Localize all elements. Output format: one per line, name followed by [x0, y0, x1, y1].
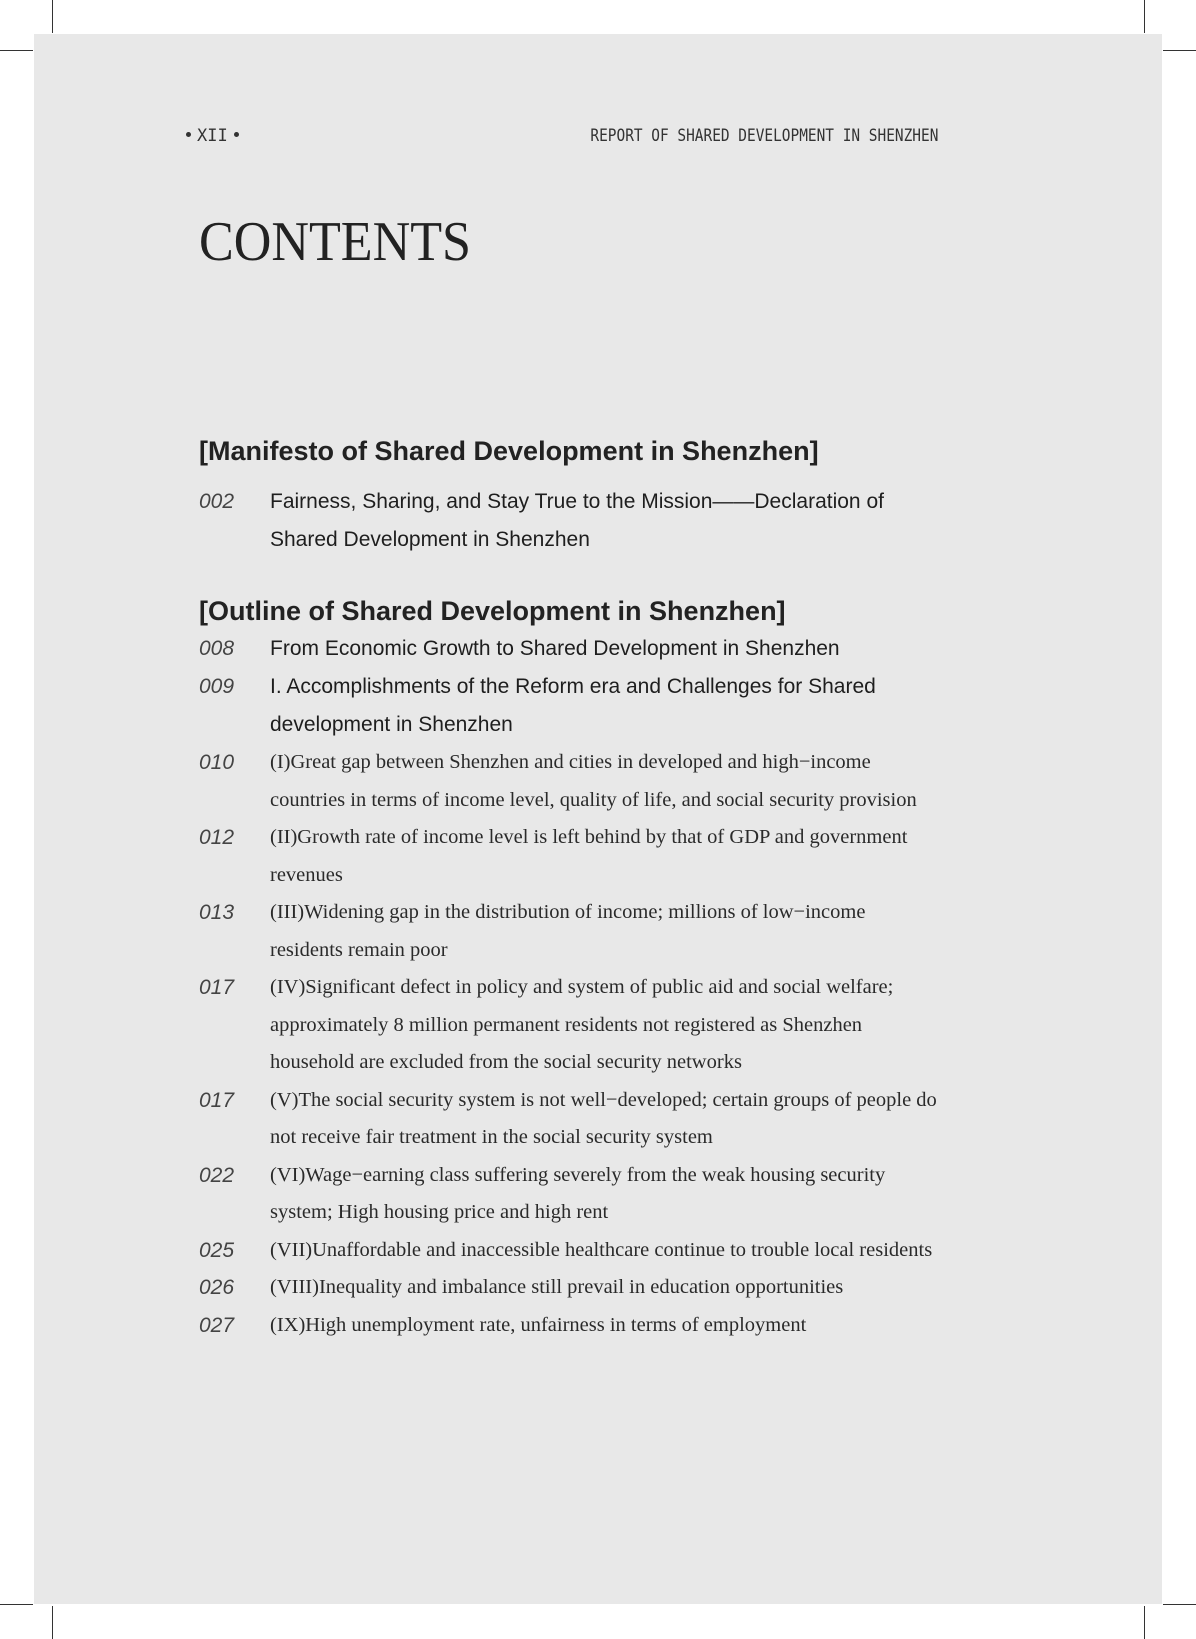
toc-entry[interactable]: [199, 1082, 939, 1157]
toc-list-manifesto: [199, 483, 939, 559]
section-heading-manifesto: [Manifesto of Shared Development in Shenzhen]: [199, 436, 819, 466]
crop-mark: [0, 1604, 33, 1605]
toc-entry[interactable]: [199, 969, 939, 1082]
toc-entry[interactable]: [199, 1269, 939, 1307]
crop-mark: [1163, 50, 1196, 51]
toc-entry[interactable]: [199, 1307, 939, 1345]
toc-page-number: 009: [199, 675, 235, 698]
toc-entry-title: Fairness, Sharing, and Stay True to the Mission——Declaration of Shared Development in Shenzhen: [270, 490, 884, 551]
bullet-icon: [234, 132, 239, 137]
toc-entry-title: (IV)Significant defect in policy and system of public aid and social welfare; approximately 8 million permanent residents not registered as Shenzhen household are excluded from the social security networks: [270, 976, 894, 1073]
toc-page-number: 008: [199, 637, 235, 660]
toc-page-number: 010: [199, 751, 235, 774]
toc-entry-title: From Economic Growth to Shared Development in Shenzhen: [270, 637, 840, 660]
book-title: REPORT OF SHARED DEVELOPMENT IN SHENZHEN: [590, 126, 938, 146]
toc-page-number: 026: [199, 1276, 235, 1299]
page-number-text: XII: [197, 126, 228, 146]
page-number: [180, 126, 245, 146]
crop-mark: [0, 50, 33, 51]
toc-list-outline: [199, 630, 939, 1344]
crop-mark: [52, 0, 53, 33]
toc-page-number: 017: [199, 976, 235, 999]
toc-entry-title: (V)The social security system is not well−developed; certain groups of people do not receive fair treatment in the social security system: [270, 1088, 937, 1148]
toc-entry[interactable]: [199, 744, 939, 819]
toc-entry-title: (VI)Wage−earning class suffering severely from the weak housing security system; High housing price and high rent: [270, 1163, 886, 1223]
crop-mark: [52, 1606, 53, 1639]
toc-entry[interactable]: [199, 819, 939, 894]
section-heading-outline: [Outline of Shared Development in Shenzhen]: [199, 596, 786, 626]
toc-entry-title: I. Accomplishments of the Reform era and Challenges for Shared development in Shenzhen: [270, 675, 876, 736]
toc-entry-title: (III)Widening gap in the distribution of income; millions of low−income residents remain poor: [270, 901, 866, 961]
toc-entry-title: (VIII)Inequality and imbalance still prevail in education opportunities: [270, 1276, 844, 1298]
crop-mark: [1144, 1606, 1145, 1639]
toc-entry-title: (VII)Unaffordable and inaccessible healthcare continue to trouble local residents: [270, 1238, 933, 1261]
toc-page-number: 012: [199, 826, 235, 849]
toc-page-number: 017: [199, 1088, 235, 1112]
toc-page-number: 027: [199, 1313, 235, 1337]
running-head: [180, 126, 938, 152]
bullet-icon: [186, 132, 191, 137]
page-title: CONTENTS: [199, 211, 471, 273]
toc-entry[interactable]: [199, 1157, 939, 1232]
toc-entry-title: (IX)High unemployment rate, unfairness in terms of employment: [270, 1313, 807, 1336]
toc-page-number: 013: [199, 901, 235, 924]
toc-entry-title: (I)Great gap between Shenzhen and cities in developed and high−income countries in terms of income level, quality of life, and social security provision: [270, 751, 917, 811]
crop-mark: [1163, 1604, 1196, 1605]
toc-page-number: 002: [199, 490, 235, 513]
toc-entry-title: (II)Growth rate of income level is left behind by that of GDP and government revenues: [270, 826, 908, 886]
toc-page-number: 025: [199, 1238, 235, 1262]
toc-entry[interactable]: [199, 483, 939, 559]
toc-entry[interactable]: [199, 894, 939, 969]
crop-mark: [1144, 0, 1145, 33]
toc-entry[interactable]: [199, 630, 939, 668]
toc-entry[interactable]: [199, 668, 939, 744]
toc-page-number: 022: [199, 1163, 235, 1187]
toc-entry[interactable]: [199, 1232, 939, 1270]
